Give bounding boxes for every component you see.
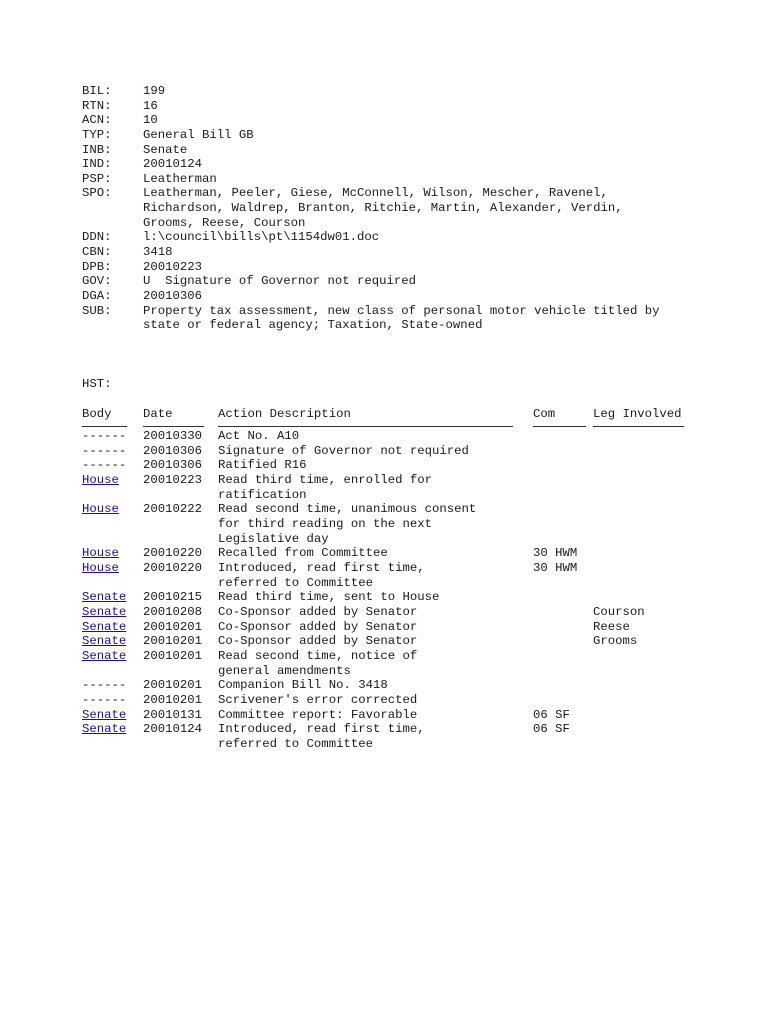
meta-value: 20010306 <box>143 288 203 303</box>
row-com <box>533 605 593 620</box>
meta-value: Grooms, Reese, Courson <box>143 215 306 230</box>
body-placeholder: ------ <box>82 443 127 458</box>
body-placeholder: ------ <box>82 458 127 473</box>
row-leg <box>593 502 722 546</box>
action-line: Scrivener's error corrected <box>218 692 418 707</box>
meta-line <box>82 260 722 275</box>
meta-line <box>82 113 722 128</box>
row-action <box>218 473 533 502</box>
meta-value: Richardson, Waldrep, Branton, Ritchie, Martin, Alexander, Verdin, <box>143 201 623 216</box>
row-date: 20010208 <box>143 605 203 620</box>
header-leg: Leg Involved <box>593 406 682 421</box>
row-leg <box>593 444 722 459</box>
row-com <box>533 678 593 693</box>
meta-line <box>82 216 722 231</box>
meta-line <box>82 318 722 333</box>
meta-key: GOV: <box>82 274 112 289</box>
action-line: Co-Sponsor added by Senator <box>218 605 418 620</box>
header-date: Date <box>143 406 173 421</box>
row-leg: Reese <box>593 619 630 634</box>
meta-key: INB: <box>82 142 112 157</box>
table-row <box>82 708 722 723</box>
body-placeholder: ------ <box>82 429 127 444</box>
row-date: 20010201 <box>143 649 203 664</box>
body-link[interactable]: Senate <box>82 619 127 634</box>
action-line: Act No. A10 <box>218 429 300 444</box>
meta-value: 3418 <box>143 245 173 260</box>
body-link[interactable]: Senate <box>82 634 127 649</box>
meta-line <box>82 289 722 304</box>
row-date: 20010131 <box>143 707 203 722</box>
meta-key: SUB: <box>82 303 112 318</box>
meta-key: SPO: <box>82 186 112 201</box>
row-date: 20010201 <box>143 634 203 649</box>
rule-body <box>82 421 127 427</box>
meta-line <box>82 172 722 187</box>
body-link[interactable]: House <box>82 546 119 561</box>
row-leg <box>593 458 722 473</box>
body-placeholder: ------ <box>82 678 127 693</box>
rule-com <box>533 421 586 427</box>
row-date: 20010222 <box>143 502 203 517</box>
meta-value: Property tax assessment, new class of personal motor vehicle titled by <box>143 303 660 318</box>
row-date: 20010330 <box>143 429 203 444</box>
table-row <box>82 620 722 635</box>
row-leg <box>593 649 722 678</box>
meta-key: RTN: <box>82 98 112 113</box>
action-line: Read third time, enrolled for <box>218 473 433 488</box>
row-com <box>533 693 593 708</box>
action-line: general amendments <box>218 663 351 678</box>
table-row <box>82 561 722 590</box>
row-com <box>533 590 593 605</box>
history-header-rules <box>82 421 722 429</box>
table-row <box>82 634 722 649</box>
row-date: 20010220 <box>143 546 203 561</box>
body-link[interactable]: House <box>82 561 119 576</box>
table-row <box>82 649 722 678</box>
meta-line <box>82 84 722 99</box>
table-row <box>82 473 722 502</box>
meta-key <box>82 201 143 216</box>
body-link[interactable]: House <box>82 473 119 488</box>
row-leg <box>593 473 722 502</box>
meta-key: ACN: <box>82 113 112 128</box>
meta-key: DPB: <box>82 259 112 274</box>
meta-line <box>82 245 722 260</box>
row-leg: Courson <box>593 605 645 620</box>
row-action <box>218 678 533 693</box>
meta-line <box>82 201 722 216</box>
table-row <box>82 429 722 444</box>
body-link[interactable]: Senate <box>82 707 127 722</box>
meta-value: 10 <box>143 113 158 128</box>
meta-line <box>82 128 722 143</box>
row-action <box>218 561 533 590</box>
action-line: Introduced, read first time, <box>218 722 425 737</box>
row-leg <box>593 590 722 605</box>
action-line: Ratified R16 <box>218 458 307 473</box>
meta-value: 20010124 <box>143 157 203 172</box>
row-action <box>218 444 533 459</box>
body-link[interactable]: House <box>82 502 119 517</box>
row-leg <box>593 693 722 708</box>
action-line: Introduced, read first time, <box>218 561 425 576</box>
table-row <box>82 502 722 546</box>
row-action <box>218 605 533 620</box>
row-leg <box>593 561 722 590</box>
meta-value: 199 <box>143 84 166 98</box>
meta-value: 20010223 <box>143 259 203 274</box>
row-action <box>218 634 533 649</box>
action-line: Recalled from Committee <box>218 546 388 561</box>
action-line: Legislative day <box>218 531 329 546</box>
row-leg <box>593 429 722 444</box>
row-action <box>218 458 533 473</box>
row-com <box>533 473 593 502</box>
row-date: 20010201 <box>143 619 203 634</box>
row-action <box>218 693 533 708</box>
table-row <box>82 722 722 751</box>
row-date: 20010220 <box>143 561 203 576</box>
row-date: 20010223 <box>143 473 203 488</box>
table-row <box>82 605 722 620</box>
row-leg <box>593 678 722 693</box>
action-line: ratification <box>218 487 307 502</box>
action-line: referred to Committee <box>218 575 373 590</box>
table-row <box>82 546 722 561</box>
row-leg <box>593 722 722 751</box>
row-date: 20010306 <box>143 458 203 473</box>
history-header <box>82 407 722 422</box>
body-link[interactable]: Senate <box>82 649 127 664</box>
history-label: HST: <box>82 376 112 391</box>
row-com <box>533 458 593 473</box>
row-action <box>218 502 533 546</box>
meta-value: state or federal agency; Taxation, State-owned <box>143 318 483 333</box>
meta-line <box>82 304 722 319</box>
row-action <box>218 722 533 751</box>
rule-action <box>218 421 513 427</box>
row-action <box>218 429 533 444</box>
row-leg <box>593 708 722 723</box>
row-date: 20010215 <box>143 590 203 605</box>
meta-key <box>82 318 143 333</box>
meta-value: Leatherman <box>143 171 217 186</box>
bill-metadata <box>82 84 722 333</box>
meta-key: CBN: <box>82 245 112 260</box>
row-action <box>218 649 533 678</box>
meta-value: U Signature of Governor not required <box>143 274 417 289</box>
action-line: Co-Sponsor added by Senator <box>218 634 418 649</box>
row-action <box>218 708 533 723</box>
row-action <box>218 546 533 561</box>
action-line: referred to Committee <box>218 736 373 751</box>
meta-line <box>82 274 722 289</box>
meta-key: BIL: <box>82 84 112 98</box>
meta-key: DDN: <box>82 230 112 245</box>
action-line: Read second time, unanimous consent <box>218 502 477 517</box>
header-body: Body <box>82 406 112 421</box>
meta-value: Senate <box>143 142 188 157</box>
table-row <box>82 444 722 459</box>
body-link[interactable]: Senate <box>82 590 127 605</box>
header-action: Action Description <box>218 406 351 421</box>
meta-line <box>82 186 722 201</box>
row-com: 30 HWM <box>533 546 578 561</box>
row-com <box>533 620 593 635</box>
action-line: for third reading on the next <box>218 517 433 532</box>
row-leg <box>593 546 722 561</box>
body-link[interactable]: Senate <box>82 722 127 737</box>
meta-key: PSP: <box>82 171 112 186</box>
meta-line <box>82 99 722 114</box>
action-line: Signature of Governor not required <box>218 443 469 458</box>
meta-value: 16 <box>143 98 158 113</box>
action-line: Co-Sponsor added by Senator <box>218 619 418 634</box>
row-com: 30 HWM <box>533 561 578 576</box>
row-com <box>533 649 593 678</box>
header-com: Com <box>533 406 556 421</box>
bill-document <box>82 84 722 752</box>
row-date: 20010201 <box>143 678 203 693</box>
row-date: 20010201 <box>143 692 203 707</box>
row-date: 20010306 <box>143 443 203 458</box>
body-placeholder: ------ <box>82 692 127 707</box>
row-leg: Grooms <box>593 634 638 649</box>
meta-value: Leatherman, Peeler, Giese, McConnell, Wilson, Mescher, Ravenel, <box>143 186 608 201</box>
table-row <box>82 590 722 605</box>
action-line: Companion Bill No. 3418 <box>218 678 388 693</box>
row-action <box>218 590 533 605</box>
meta-line <box>82 157 722 172</box>
meta-value: l:\council\bills\pt\1154dw01.doc <box>143 230 380 245</box>
row-com <box>533 429 593 444</box>
body-link[interactable]: Senate <box>82 605 127 620</box>
table-row <box>82 693 722 708</box>
row-action <box>218 620 533 635</box>
action-line: Read third time, sent to House <box>218 590 440 605</box>
row-com: 06 SF <box>533 722 570 737</box>
rule-date <box>143 421 204 427</box>
meta-line <box>82 230 722 245</box>
meta-key <box>82 216 143 231</box>
rule-leg <box>593 421 684 427</box>
row-com <box>533 502 593 546</box>
meta-value: General Bill GB <box>143 127 254 142</box>
action-line: Read second time, notice of <box>218 649 418 664</box>
history-table <box>82 429 722 751</box>
row-com <box>533 444 593 459</box>
meta-line <box>82 143 722 158</box>
meta-key: DGA: <box>82 288 112 303</box>
row-date: 20010124 <box>143 722 203 737</box>
meta-key: TYP: <box>82 127 112 142</box>
table-row <box>82 678 722 693</box>
action-line: Committee report: Favorable <box>218 707 418 722</box>
row-com: 06 SF <box>533 707 570 722</box>
table-row <box>82 458 722 473</box>
meta-key: IND: <box>82 157 112 172</box>
row-com <box>533 634 593 649</box>
